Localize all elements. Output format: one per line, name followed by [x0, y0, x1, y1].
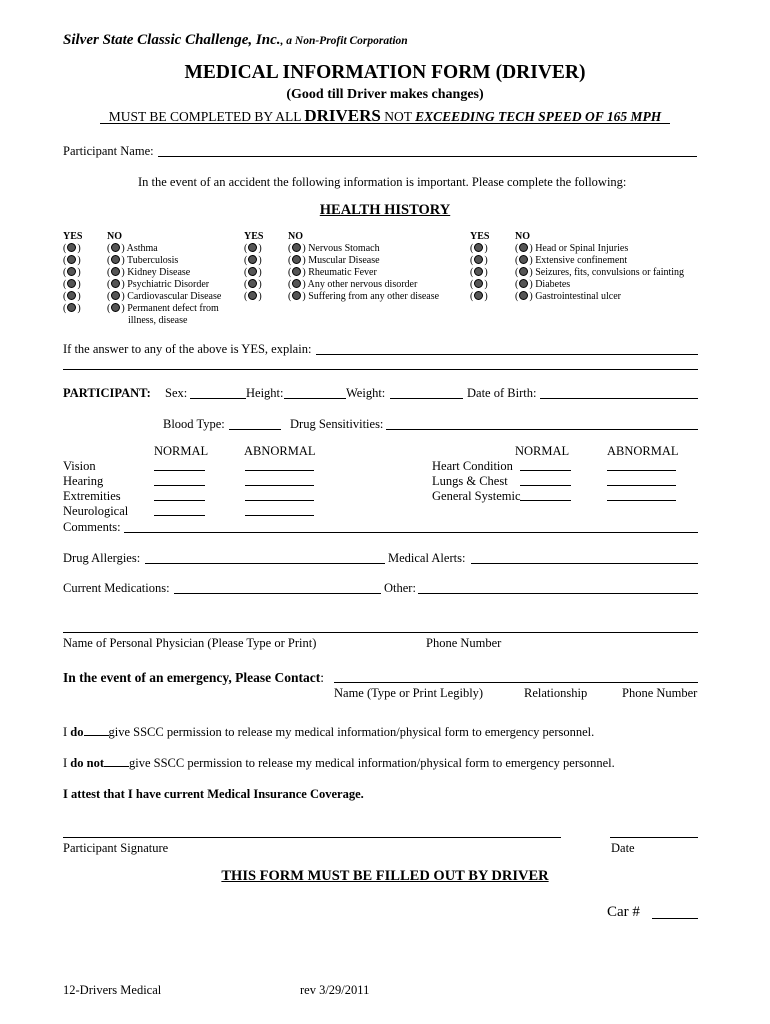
yes-radio[interactable]: ( ) [63, 267, 81, 278]
consent-do-text: give SSCC permission to release my medical information/physical form to emergency personnel. [108, 725, 595, 739]
weight-label: Weight: [346, 386, 386, 400]
blood-type-label: Blood Type: [163, 417, 225, 431]
radio-circle-icon [67, 279, 76, 288]
normal-field[interactable] [154, 485, 205, 486]
weight-field[interactable] [390, 398, 463, 399]
abnormal-header-right: ABNORMAL [607, 444, 679, 458]
drug-sensitivities-label: Drug Sensitivities: [290, 417, 384, 431]
radio-circle-icon [474, 267, 483, 276]
radio-circle-icon [292, 279, 301, 288]
radio-circle-icon [519, 255, 528, 264]
yes-radio[interactable]: ( ) [63, 279, 81, 290]
condition-label: Nervous Stomach [308, 243, 380, 254]
yes-radio[interactable]: ( ) [63, 291, 81, 302]
abnormal-field[interactable] [245, 500, 314, 501]
other-label: Other: [384, 581, 416, 595]
no-radio-item[interactable]: ( ) Suffering from any other disease [288, 291, 440, 302]
radio-circle-icon [474, 291, 483, 300]
condition-label: Diabetes [535, 279, 571, 290]
yes-radio[interactable]: ( ) [244, 243, 262, 254]
drug-sensitivities-field[interactable] [386, 429, 698, 430]
form-title: MEDICAL INFORMATION FORM (DRIVER) [184, 62, 586, 83]
no-radio-item[interactable]: ( ) Diabetes [515, 279, 571, 290]
consent-do [63, 725, 594, 740]
yes-radio[interactable]: ( ) [63, 303, 81, 314]
no-header: NO [515, 231, 530, 242]
physician-field[interactable] [63, 632, 698, 633]
radio-circle-icon [248, 267, 257, 276]
yes-radio[interactable]: ( ) [470, 267, 488, 278]
radio-circle-icon [67, 303, 76, 312]
no-radio-item[interactable]: ( ) Kidney Disease [107, 267, 191, 278]
abnormal-field[interactable] [607, 470, 676, 471]
current-medications-field[interactable] [174, 593, 381, 594]
radio-circle-icon [519, 267, 528, 276]
radio-circle-icon [474, 243, 483, 252]
no-radio-item[interactable]: ( ) Gastrointestinal ulcer [515, 291, 621, 302]
participant-label: PARTICIPANT: [63, 386, 151, 400]
radio-circle-icon [111, 255, 120, 264]
consent-donot-word: do not [70, 756, 104, 770]
intro-text: In the event of an accident the following information is important. Please complete the following: [138, 175, 627, 189]
condition-label: Tuberculosis [127, 255, 179, 266]
exam-left-label: Hearing [63, 474, 104, 488]
yes-header: YES [244, 231, 264, 242]
sex-label: Sex: [165, 386, 188, 400]
radio-circle-icon [111, 291, 120, 300]
blood-type-field[interactable] [229, 429, 281, 430]
must-part3: EXCEEDING TECH SPEED OF 165 MPH [415, 109, 662, 124]
date-field[interactable] [610, 837, 698, 838]
comments-field[interactable] [124, 532, 698, 533]
abnormal-header-left: ABNORMAL [244, 444, 316, 458]
normal-header-right: NORMAL [515, 444, 570, 458]
radio-circle-icon [292, 243, 301, 252]
org-header [63, 32, 408, 49]
consent-do-i: I [63, 725, 68, 739]
yes-radio[interactable]: ( ) [470, 279, 488, 290]
emergency-relationship-label: Relationship [524, 686, 588, 700]
emergency-contact-field[interactable] [334, 682, 698, 683]
must-underline [100, 123, 670, 124]
explain-field[interactable] [316, 354, 698, 355]
radio-circle-icon [519, 243, 528, 252]
drug-allergies-field[interactable] [145, 563, 385, 564]
normal-field[interactable] [154, 500, 205, 501]
current-medications-label: Current Medications: [63, 581, 170, 595]
yes-radio[interactable]: ( ) [63, 255, 81, 266]
normal-field[interactable] [520, 470, 571, 471]
yes-radio[interactable]: ( ) [470, 255, 488, 266]
radio-circle-icon [67, 243, 76, 252]
no-radio-item[interactable]: ( ) Extensive confinement [515, 255, 628, 266]
no-header: NO [107, 231, 122, 242]
height-field[interactable] [284, 398, 346, 399]
radio-circle-icon [474, 279, 483, 288]
must-fill-notice: THIS FORM MUST BE FILLED OUT BY DRIVER [221, 868, 549, 884]
yes-radio[interactable]: ( ) [470, 291, 488, 302]
condition-label: Permanent defect from [127, 303, 219, 314]
no-radio-item[interactable]: ( ) Cardiovascular Disease [107, 291, 222, 302]
car-number-field[interactable] [652, 918, 698, 919]
no-radio-item[interactable]: ( ) Seizures, fits, convulsions or fainting [515, 267, 685, 278]
condition-label: Gastrointestinal ulcer [535, 291, 621, 302]
radio-circle-icon [292, 291, 301, 300]
consent-donot-text: give SSCC permission to release my medical information/physical form to emergency personnel. [129, 756, 615, 770]
no-radio-item[interactable]: ( ) Nervous Stomach [288, 243, 380, 254]
radio-circle-icon [248, 255, 257, 264]
yes-radio[interactable]: ( ) [470, 243, 488, 254]
other-field[interactable] [418, 593, 698, 594]
must-part1: MUST BE COMPLETED BY ALL [108, 109, 301, 124]
exam-right-label: Lungs & Chest [432, 474, 508, 488]
yes-header: YES [63, 231, 83, 242]
no-radio-item[interactable]: ( ) Head or Spinal Injuries [515, 243, 629, 254]
radio-circle-icon [519, 291, 528, 300]
participant-name-field[interactable] [158, 156, 697, 157]
exam-right-label: Heart Condition [432, 459, 513, 473]
consent-donot-i: I [63, 756, 68, 770]
consent-do-word: do [70, 725, 84, 739]
form-subtitle: (Good till Driver makes changes) [286, 87, 484, 102]
abnormal-field[interactable] [607, 500, 676, 501]
consent-do-not [63, 756, 615, 771]
no-header: NO [288, 231, 303, 242]
attest-text: I attest that I have current Medical Insurance Coverage. [63, 787, 364, 801]
signature-field[interactable] [63, 837, 561, 838]
car-number-label: Car # [607, 904, 640, 920]
physician-label: Name of Personal Physician (Please Type or Print) [63, 636, 317, 650]
abnormal-field[interactable] [607, 485, 676, 486]
health-history-title: HEALTH HISTORY [319, 202, 451, 218]
condition-label: Rheumatic Fever [308, 267, 377, 278]
no-radio-item[interactable]: ( ) Rheumatic Fever [288, 267, 377, 278]
normal-field[interactable] [154, 515, 205, 516]
yes-radio[interactable]: ( ) [244, 267, 262, 278]
exam-left-label: Neurological [63, 504, 129, 518]
must-drivers: DRIVERS [304, 106, 381, 125]
abnormal-field[interactable] [245, 485, 314, 486]
no-radio-item[interactable]: ( ) Tuberculosis [107, 255, 179, 266]
abnormal-field[interactable] [245, 470, 314, 471]
emergency-label-text: In the event of an emergency, Please Contact [63, 670, 321, 685]
radio-circle-icon [111, 303, 120, 312]
condition-label: Muscular Disease [308, 255, 380, 266]
radio-circle-icon [111, 243, 120, 252]
medical-alerts-field[interactable] [471, 563, 698, 564]
condition-label: Kidney Disease [127, 267, 191, 278]
radio-circle-icon [248, 279, 257, 288]
yes-radio[interactable]: ( ) [244, 279, 262, 290]
normal-field[interactable] [520, 485, 571, 486]
radio-circle-icon [519, 279, 528, 288]
radio-circle-icon [292, 255, 301, 264]
condition-label-continued: illness, disease [128, 315, 188, 326]
condition-label: Head or Spinal Injuries [535, 243, 629, 254]
date-label: Date [611, 841, 635, 855]
yes-radio[interactable]: ( ) [244, 291, 262, 302]
yes-radio[interactable]: ( ) [63, 243, 81, 254]
no-radio-item[interactable]: ( ) Permanent defect from [107, 303, 219, 314]
condition-label: Extensive confinement [535, 255, 628, 266]
comments-label: Comments: [63, 520, 121, 534]
height-label: Height: [246, 386, 284, 400]
org-suffix: , a Non-Profit Corporation [280, 35, 408, 47]
dob-field[interactable] [540, 398, 698, 399]
explain-field-2[interactable] [63, 369, 698, 370]
radio-circle-icon [67, 267, 76, 276]
condition-label: Seizures, fits, convulsions or fainting [535, 267, 685, 278]
condition-label: Asthma [126, 243, 158, 254]
explain-label: If the answer to any of the above is YES, explain: [63, 342, 312, 356]
dob-label: Date of Birth: [467, 386, 537, 400]
radio-circle-icon [111, 267, 120, 276]
radio-circle-icon [248, 291, 257, 300]
consent-donot-blank[interactable] [104, 766, 129, 767]
radio-circle-icon [67, 291, 76, 300]
exam-left-label: Vision [63, 459, 96, 473]
no-radio-item[interactable]: ( ) Psychiatric Disorder [107, 279, 210, 290]
no-radio-item[interactable]: ( ) Muscular Disease [288, 255, 380, 266]
no-radio-item[interactable]: ( ) Any other nervous disorder [288, 279, 418, 290]
emergency-colon: : [320, 670, 324, 685]
condition-label: Cardiovascular Disease [127, 291, 222, 302]
emergency-label [63, 670, 324, 686]
exam-left-label: Extremities [63, 489, 121, 503]
medical-alerts-label: Medical Alerts: [388, 551, 466, 565]
exam-right-label: General Systemic [432, 489, 521, 503]
org-name: Silver State Classic Challenge, Inc. [63, 32, 281, 48]
normal-field[interactable] [520, 500, 571, 501]
radio-circle-icon [67, 255, 76, 264]
drug-allergies-label: Drug Allergies: [63, 551, 141, 565]
yes-header: YES [470, 231, 490, 242]
physician-phone-label: Phone Number [426, 636, 502, 650]
condition-label: Psychiatric Disorder [127, 279, 210, 290]
yes-radio[interactable]: ( ) [244, 255, 262, 266]
footer-revision: rev 3/29/2011 [300, 983, 370, 997]
signature-label: Participant Signature [63, 841, 169, 855]
sex-field[interactable] [190, 398, 246, 399]
radio-circle-icon [111, 279, 120, 288]
emergency-name-label: Name (Type or Print Legibly) [334, 686, 484, 700]
normal-header-left: NORMAL [154, 444, 209, 458]
participant-row [63, 386, 151, 401]
radio-circle-icon [248, 243, 257, 252]
must-part2: NOT [384, 109, 412, 124]
abnormal-field[interactable] [245, 515, 314, 516]
condition-label: Any other nervous disorder [307, 279, 418, 290]
participant-name-label: Participant Name: [63, 144, 154, 158]
no-radio-item[interactable]: ( ) Asthma [107, 243, 158, 254]
radio-circle-icon [474, 255, 483, 264]
radio-circle-icon [292, 267, 301, 276]
normal-field[interactable] [154, 470, 205, 471]
consent-do-blank[interactable] [84, 735, 109, 736]
condition-label: Suffering from any other disease [308, 291, 440, 302]
emergency-phone-label: Phone Number [622, 686, 698, 700]
footer-form-id: 12-Drivers Medical [63, 983, 162, 997]
